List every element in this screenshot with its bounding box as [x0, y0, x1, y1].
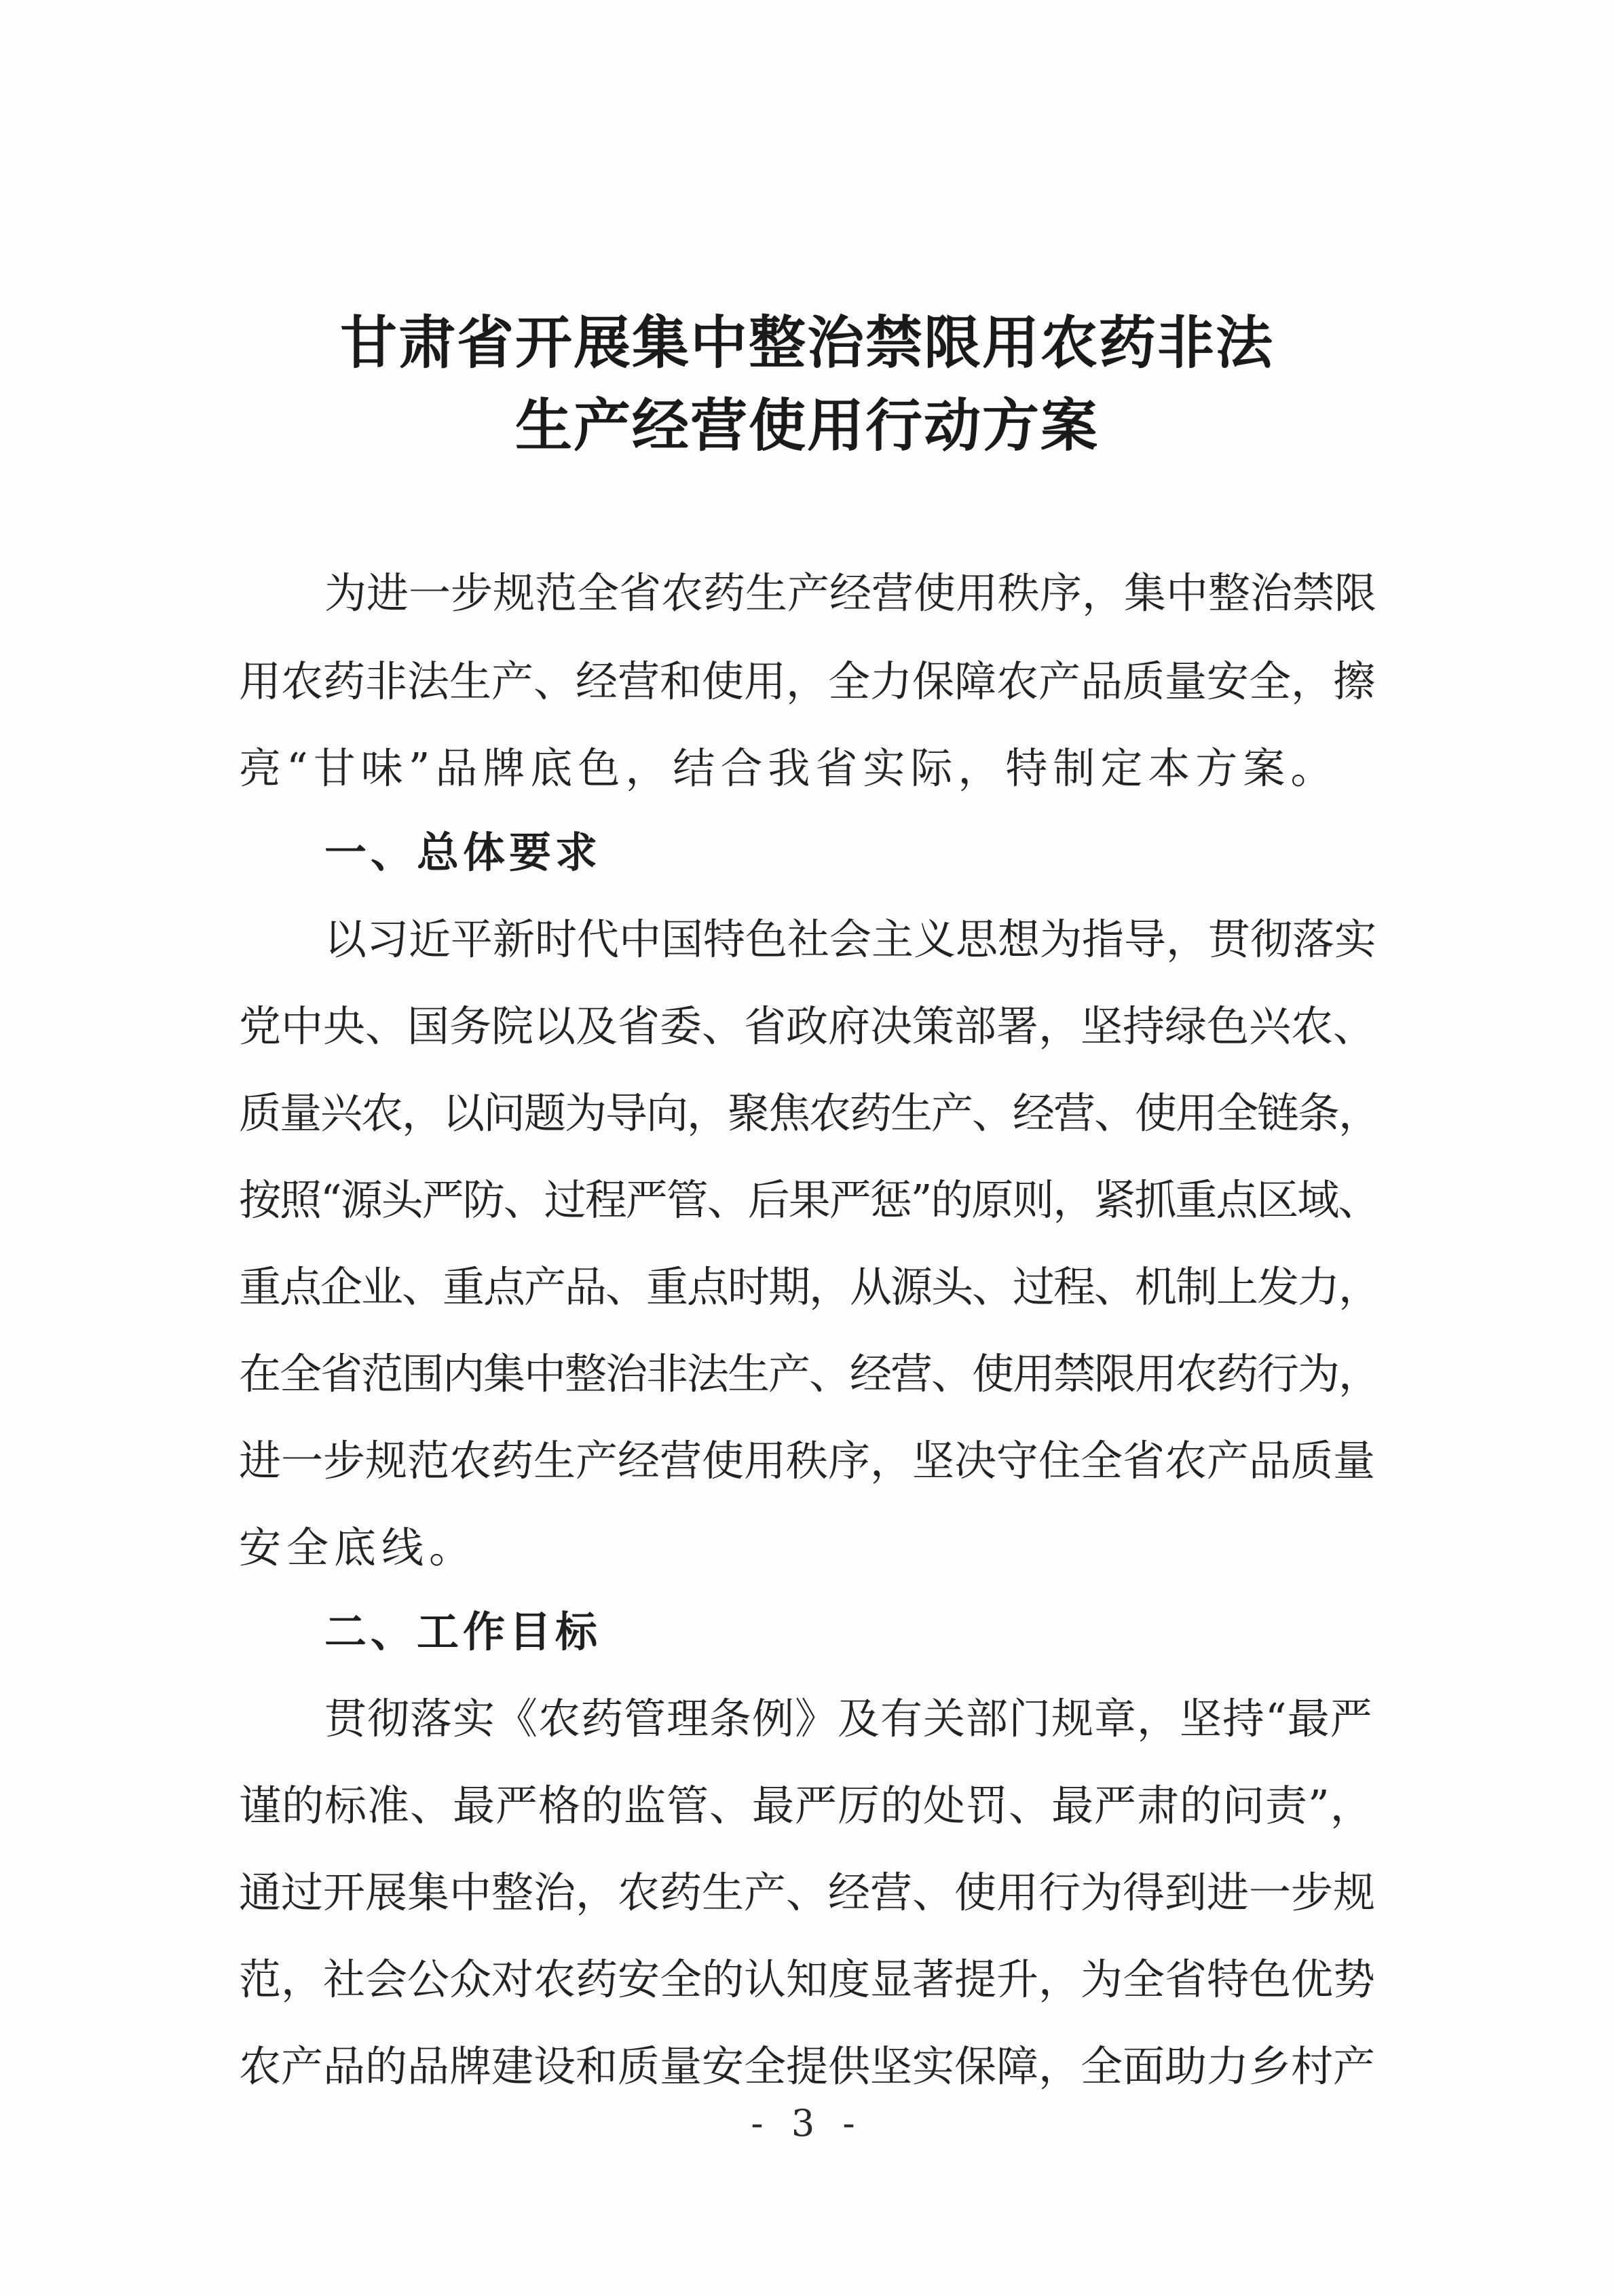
section-1-heading: 一、总体要求 — [324, 828, 602, 877]
intro-line-1: 为进一步规范全省农药生产经营使用秩序，集中整治禁限 — [324, 568, 1377, 618]
document-title-line-1: 甘肃省开展集中整治禁限用农药非法 — [339, 310, 1274, 376]
section-2-heading: 二、工作目标 — [324, 1607, 602, 1656]
document-title-line-2: 生产经营使用行动方案 — [514, 392, 1099, 459]
section-2-line-2: 谨的标准、最严格的监管、最严厉的处罚、最严肃的问责”， — [239, 1781, 1373, 1830]
section-1-line-7: 进一步规范农药生产经营使用秩序，坚决守住全省农产品质量 — [239, 1436, 1376, 1485]
section-1-line-6: 在全省范围内集中整治非法生产、经营、使用禁限用农药行为， — [239, 1349, 1380, 1399]
page-number: - 3 - — [751, 2102, 863, 2145]
section-2-line-5: 农产品的品牌建设和质量安全提供坚实保障，全面助力乡村产 — [239, 2041, 1376, 2091]
section-1-line-1: 以习近平新时代中国特色社会主义思想为指导，贯彻落实 — [324, 914, 1377, 964]
section-2-line-1: 贯彻落实《农药管理条例》及有关部门规章，坚持“最严 — [324, 1694, 1373, 1743]
section-1-line-8: 安全底线。 — [239, 1523, 477, 1572]
section-1-line-3: 质量兴农，以问题为导向，聚焦农药生产、经营、使用全链条， — [239, 1088, 1380, 1138]
section-2-line-3: 通过开展集中整治，农药生产、经营、使用行为得到进一步规 — [239, 1868, 1376, 1917]
section-2-line-4: 范，社会公众对农药安全的认知度显著提升，为全省特色优势 — [239, 1955, 1376, 2004]
intro-line-3: 亮“甘味”品牌底色，结合我省实际，特制定本方案。 — [239, 743, 1338, 793]
intro-line-2: 用农药非法生产、经营和使用，全力保障农产品质量安全，擦 — [239, 656, 1376, 706]
section-1-line-5: 重点企业、重点产品、重点时期，从源头、过程、机制上发力， — [239, 1262, 1380, 1312]
section-1-line-2: 党中央、国务院以及省委、省政府决策部署，坚持绿色兴农、 — [239, 1001, 1376, 1051]
section-1-line-4: 按照“源头严防、过程严管、后果严惩”的原则，紧抓重点区域、 — [239, 1175, 1379, 1225]
